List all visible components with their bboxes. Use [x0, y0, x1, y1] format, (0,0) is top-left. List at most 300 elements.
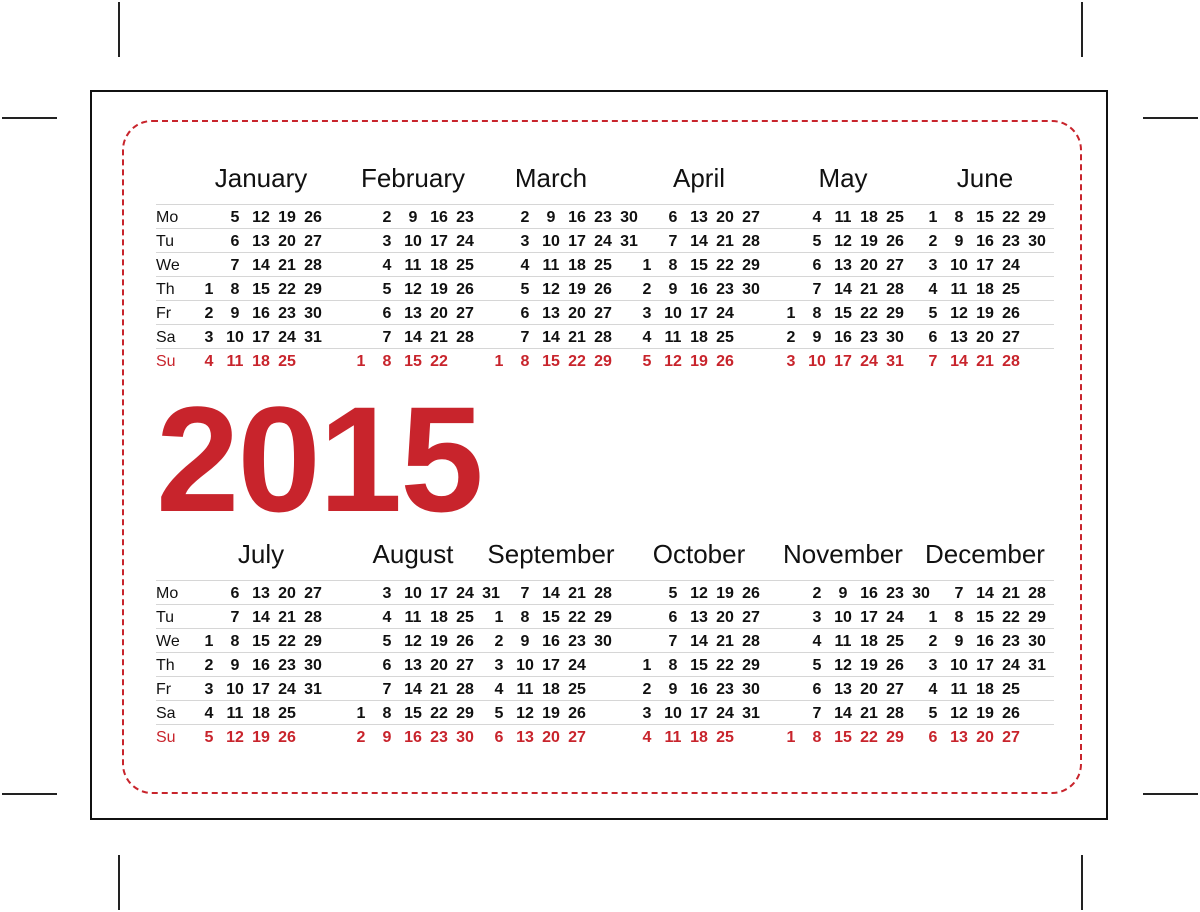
date-cell: 27 [1002, 329, 1020, 346]
row-divider [156, 700, 1054, 701]
day-name-fr: Fr [156, 305, 172, 322]
date-cell: 23 [860, 329, 878, 346]
date-cell: 26 [568, 705, 586, 722]
date-cell: 27 [1002, 729, 1020, 746]
date-cell: 19 [542, 705, 560, 722]
date-cell: 10 [226, 681, 244, 698]
date-cell: 6 [382, 657, 392, 674]
date-cell: 31 [1028, 657, 1046, 674]
date-cell: 1 [928, 209, 938, 226]
date-cell: 9 [230, 657, 240, 674]
date-cell: 30 [912, 585, 930, 602]
date-cell: 20 [278, 233, 296, 250]
date-cell: 18 [252, 353, 270, 370]
date-cell: 11 [664, 729, 682, 746]
date-cell: 9 [668, 281, 678, 298]
date-cell: 23 [430, 729, 448, 746]
date-cell: 15 [690, 257, 708, 274]
date-cell: 8 [812, 305, 822, 322]
date-cell: 19 [690, 353, 708, 370]
date-cell: 18 [252, 705, 270, 722]
date-cell: 20 [716, 209, 734, 226]
date-cell: 28 [304, 609, 322, 626]
date-cell: 31 [886, 353, 904, 370]
date-cell: 22 [568, 353, 586, 370]
date-cell: 8 [668, 657, 678, 674]
date-cell: 3 [812, 609, 822, 626]
date-cell: 9 [812, 329, 822, 346]
date-cell: 23 [1002, 233, 1020, 250]
date-cell: 17 [252, 681, 270, 698]
date-cell: 12 [404, 281, 422, 298]
day-name-mo: Mo [156, 209, 179, 226]
date-cell: 15 [834, 305, 852, 322]
date-cell: 2 [642, 281, 652, 298]
date-cell: 17 [860, 609, 878, 626]
date-cell: 28 [886, 705, 904, 722]
date-cell: 19 [430, 633, 448, 650]
date-cell: 23 [278, 305, 296, 322]
date-cell: 12 [542, 281, 560, 298]
date-cell: 14 [252, 257, 270, 274]
date-cell: 16 [976, 233, 994, 250]
date-cell: 9 [382, 729, 392, 746]
date-cell: 26 [742, 585, 760, 602]
crop-mark [2, 793, 57, 795]
date-cell: 19 [716, 585, 734, 602]
date-cell: 18 [860, 633, 878, 650]
date-cell: 4 [204, 705, 214, 722]
date-cell: 25 [568, 681, 586, 698]
day-name-su: Su [156, 353, 176, 370]
date-cell: 8 [812, 729, 822, 746]
date-cell: 18 [690, 729, 708, 746]
date-cell: 9 [954, 633, 964, 650]
date-cell: 21 [278, 609, 296, 626]
date-cell: 8 [230, 633, 240, 650]
date-cell: 11 [834, 209, 852, 226]
date-cell: 6 [928, 729, 938, 746]
date-cell: 9 [838, 585, 848, 602]
date-cell: 25 [716, 729, 734, 746]
row-divider [156, 604, 1054, 605]
row-divider [156, 676, 1054, 677]
date-cell: 12 [690, 585, 708, 602]
date-cell: 15 [690, 657, 708, 674]
date-cell: 16 [690, 681, 708, 698]
date-cell: 3 [928, 657, 938, 674]
date-cell: 8 [954, 209, 964, 226]
date-cell: 7 [382, 329, 392, 346]
date-cell: 2 [812, 585, 822, 602]
date-cell: 24 [860, 353, 878, 370]
date-cell: 22 [278, 281, 296, 298]
date-cell: 25 [886, 209, 904, 226]
date-cell: 3 [786, 353, 796, 370]
date-cell: 6 [230, 585, 240, 602]
date-cell: 20 [430, 657, 448, 674]
date-cell: 12 [664, 353, 682, 370]
date-cell: 9 [668, 681, 678, 698]
date-cell: 15 [542, 353, 560, 370]
date-cell: 13 [542, 305, 560, 322]
date-cell: 17 [976, 257, 994, 274]
date-cell: 10 [404, 585, 422, 602]
date-cell: 17 [834, 353, 852, 370]
date-cell: 13 [950, 329, 968, 346]
date-cell: 25 [456, 609, 474, 626]
date-cell: 1 [786, 729, 796, 746]
date-cell: 5 [230, 209, 240, 226]
date-cell: 24 [716, 305, 734, 322]
date-cell: 11 [404, 609, 422, 626]
date-cell: 14 [252, 609, 270, 626]
date-cell: 24 [1002, 657, 1020, 674]
date-cell: 26 [886, 233, 904, 250]
calendar-second-half [156, 538, 1056, 768]
date-cell: 17 [976, 657, 994, 674]
date-cell: 2 [642, 681, 652, 698]
date-cell: 8 [230, 281, 240, 298]
date-cell: 11 [516, 681, 534, 698]
date-cell: 29 [456, 705, 474, 722]
date-cell: 12 [252, 209, 270, 226]
month-title: December [925, 539, 1045, 569]
date-cell: 29 [886, 305, 904, 322]
date-cell: 25 [1002, 681, 1020, 698]
date-cell: 7 [382, 681, 392, 698]
date-cell: 5 [928, 705, 938, 722]
date-cell: 24 [456, 233, 474, 250]
date-cell: 22 [1002, 609, 1020, 626]
date-cell: 26 [716, 353, 734, 370]
date-cell: 27 [304, 585, 322, 602]
day-name-tu: Tu [156, 609, 175, 626]
date-cell: 13 [690, 609, 708, 626]
month-title: March [514, 163, 588, 193]
date-cell: 5 [382, 633, 392, 650]
crop-mark [1081, 2, 1083, 57]
date-cell: 1 [786, 305, 796, 322]
date-cell: 5 [812, 233, 822, 250]
date-cell: 29 [1028, 609, 1046, 626]
date-cell: 7 [520, 585, 530, 602]
date-cell: 3 [520, 233, 530, 250]
date-cell: 31 [304, 681, 322, 698]
date-cell: 25 [278, 353, 296, 370]
date-cell: 6 [494, 729, 504, 746]
date-cell: 5 [928, 305, 938, 322]
date-cell: 27 [456, 305, 474, 322]
date-cell: 12 [834, 657, 852, 674]
date-cell: 8 [520, 353, 530, 370]
date-cell: 19 [430, 281, 448, 298]
date-cell: 12 [226, 729, 244, 746]
date-cell: 7 [668, 233, 678, 250]
date-cell: 14 [950, 353, 968, 370]
date-cell: 19 [976, 705, 994, 722]
date-cell: 30 [304, 305, 322, 322]
day-name-fr: Fr [156, 681, 172, 698]
crop-mark [2, 117, 57, 119]
date-cell: 26 [886, 657, 904, 674]
date-cell: 1 [642, 657, 652, 674]
date-cell: 30 [1028, 233, 1046, 250]
date-cell: 18 [976, 281, 994, 298]
date-cell: 13 [404, 657, 422, 674]
date-cell: 4 [494, 681, 504, 698]
date-cell: 2 [204, 657, 214, 674]
date-cell: 11 [834, 633, 852, 650]
crop-mark [118, 855, 120, 910]
date-cell: 12 [834, 233, 852, 250]
date-cell: 25 [278, 705, 296, 722]
month-title: July [237, 539, 285, 569]
date-cell: 7 [928, 353, 938, 370]
date-cell: 10 [950, 657, 968, 674]
date-cell: 14 [404, 681, 422, 698]
date-cell: 4 [812, 633, 822, 650]
date-cell: 18 [568, 257, 586, 274]
date-cell: 29 [886, 729, 904, 746]
row-divider [156, 348, 1054, 349]
date-cell: 6 [382, 305, 392, 322]
date-cell: 28 [742, 233, 760, 250]
date-cell: 2 [786, 329, 796, 346]
date-cell: 2 [928, 633, 938, 650]
date-cell: 28 [456, 329, 474, 346]
date-cell: 19 [252, 729, 270, 746]
date-cell: 10 [542, 233, 560, 250]
date-cell: 26 [1002, 705, 1020, 722]
date-cell: 4 [204, 353, 214, 370]
date-cell: 24 [278, 681, 296, 698]
date-cell: 21 [860, 705, 878, 722]
date-cell: 14 [404, 329, 422, 346]
month-title: August [372, 539, 454, 569]
date-cell: 1 [494, 353, 504, 370]
date-cell: 15 [976, 609, 994, 626]
date-cell: 2 [382, 209, 392, 226]
date-cell: 16 [690, 281, 708, 298]
date-cell: 23 [568, 633, 586, 650]
date-cell: 1 [356, 353, 366, 370]
date-cell: 1 [204, 281, 214, 298]
date-cell: 7 [230, 609, 240, 626]
date-cell: 8 [668, 257, 678, 274]
date-cell: 14 [690, 633, 708, 650]
date-cell: 3 [382, 585, 392, 602]
date-cell: 1 [204, 633, 214, 650]
date-cell: 12 [950, 705, 968, 722]
date-cell: 30 [620, 209, 638, 226]
date-cell: 24 [278, 329, 296, 346]
date-cell: 8 [382, 353, 392, 370]
date-cell: 17 [690, 305, 708, 322]
date-cell: 28 [304, 257, 322, 274]
row-divider [156, 324, 1054, 325]
date-cell: 27 [742, 209, 760, 226]
date-cell: 3 [642, 305, 652, 322]
date-cell: 3 [494, 657, 504, 674]
date-cell: 27 [304, 233, 322, 250]
date-cell: 13 [834, 681, 852, 698]
date-cell: 24 [594, 233, 612, 250]
month-title: May [818, 163, 868, 193]
date-cell: 8 [520, 609, 530, 626]
date-cell: 26 [456, 633, 474, 650]
month-title: September [487, 539, 615, 569]
date-cell: 10 [404, 233, 422, 250]
date-cell: 24 [716, 705, 734, 722]
date-cell: 4 [642, 729, 652, 746]
date-cell: 30 [594, 633, 612, 650]
date-cell: 8 [954, 609, 964, 626]
date-cell: 15 [252, 281, 270, 298]
date-cell: 15 [252, 633, 270, 650]
date-cell: 30 [886, 329, 904, 346]
date-cell: 16 [430, 209, 448, 226]
date-cell: 27 [456, 657, 474, 674]
date-cell: 1 [494, 609, 504, 626]
date-cell: 21 [716, 633, 734, 650]
date-cell: 4 [928, 681, 938, 698]
year-title: 2015 [156, 375, 482, 543]
date-cell: 1 [928, 609, 938, 626]
date-cell: 5 [494, 705, 504, 722]
crop-mark [1081, 855, 1083, 910]
date-cell: 6 [812, 257, 822, 274]
date-cell: 7 [668, 633, 678, 650]
date-cell: 25 [886, 633, 904, 650]
row-divider [156, 300, 1054, 301]
date-cell: 2 [520, 209, 530, 226]
date-cell: 20 [860, 681, 878, 698]
date-cell: 17 [252, 329, 270, 346]
date-cell: 3 [928, 257, 938, 274]
date-cell: 15 [834, 729, 852, 746]
day-name-th: Th [156, 281, 175, 298]
date-cell: 21 [716, 233, 734, 250]
day-name-we: We [156, 633, 180, 650]
date-cell: 28 [1002, 353, 1020, 370]
date-cell: 23 [278, 657, 296, 674]
date-cell: 27 [594, 305, 612, 322]
date-cell: 6 [812, 681, 822, 698]
date-cell: 16 [976, 633, 994, 650]
date-cell: 22 [716, 257, 734, 274]
date-cell: 23 [1002, 633, 1020, 650]
date-cell: 21 [1002, 585, 1020, 602]
date-cell: 21 [976, 353, 994, 370]
date-cell: 27 [886, 681, 904, 698]
date-cell: 3 [642, 705, 652, 722]
date-cell: 24 [886, 609, 904, 626]
date-cell: 25 [594, 257, 612, 274]
date-cell: 24 [568, 657, 586, 674]
date-cell: 17 [568, 233, 586, 250]
date-cell: 4 [812, 209, 822, 226]
date-cell: 10 [664, 305, 682, 322]
date-cell: 20 [430, 305, 448, 322]
date-cell: 1 [356, 705, 366, 722]
month-title: February [360, 163, 466, 193]
date-cell: 14 [976, 585, 994, 602]
date-cell: 1 [642, 257, 652, 274]
date-cell: 14 [834, 281, 852, 298]
date-cell: 16 [404, 729, 422, 746]
date-cell: 22 [278, 633, 296, 650]
date-cell: 14 [834, 705, 852, 722]
date-cell: 26 [278, 729, 296, 746]
date-cell: 21 [278, 257, 296, 274]
crop-mark [1143, 117, 1198, 119]
date-cell: 9 [408, 209, 418, 226]
crop-mark [1143, 793, 1198, 795]
date-cell: 30 [742, 681, 760, 698]
date-cell: 10 [950, 257, 968, 274]
crop-mark [118, 2, 120, 57]
date-cell: 29 [594, 353, 612, 370]
date-cell: 13 [252, 233, 270, 250]
date-cell: 11 [950, 281, 968, 298]
date-cell: 21 [568, 329, 586, 346]
date-cell: 18 [430, 609, 448, 626]
date-cell: 11 [404, 257, 422, 274]
date-cell: 23 [716, 681, 734, 698]
day-name-tu: Tu [156, 233, 175, 250]
date-cell: 2 [204, 305, 214, 322]
date-cell: 29 [594, 609, 612, 626]
date-cell: 8 [382, 705, 392, 722]
date-cell: 31 [304, 329, 322, 346]
row-divider [156, 252, 1054, 253]
date-cell: 15 [404, 353, 422, 370]
date-cell: 19 [568, 281, 586, 298]
date-cell: 28 [1028, 585, 1046, 602]
date-cell: 31 [742, 705, 760, 722]
date-cell: 21 [860, 281, 878, 298]
date-cell: 3 [204, 329, 214, 346]
day-name-su: Su [156, 729, 176, 746]
day-name-th: Th [156, 657, 175, 674]
date-cell: 18 [430, 257, 448, 274]
date-cell: 24 [1002, 257, 1020, 274]
date-cell: 12 [404, 633, 422, 650]
date-cell: 9 [546, 209, 556, 226]
date-cell: 16 [860, 585, 878, 602]
date-cell: 6 [668, 609, 678, 626]
date-cell: 27 [568, 729, 586, 746]
date-cell: 9 [520, 633, 530, 650]
row-divider [156, 652, 1054, 653]
date-cell: 4 [642, 329, 652, 346]
date-cell: 24 [456, 585, 474, 602]
date-cell: 22 [860, 305, 878, 322]
date-cell: 22 [860, 729, 878, 746]
date-cell: 12 [516, 705, 534, 722]
date-cell: 13 [950, 729, 968, 746]
month-title: October [652, 539, 746, 569]
date-cell: 7 [520, 329, 530, 346]
date-cell: 13 [404, 305, 422, 322]
date-cell: 16 [252, 657, 270, 674]
row-divider [156, 276, 1054, 277]
date-cell: 19 [860, 657, 878, 674]
date-cell: 15 [976, 209, 994, 226]
date-cell: 18 [542, 681, 560, 698]
date-cell: 9 [954, 233, 964, 250]
